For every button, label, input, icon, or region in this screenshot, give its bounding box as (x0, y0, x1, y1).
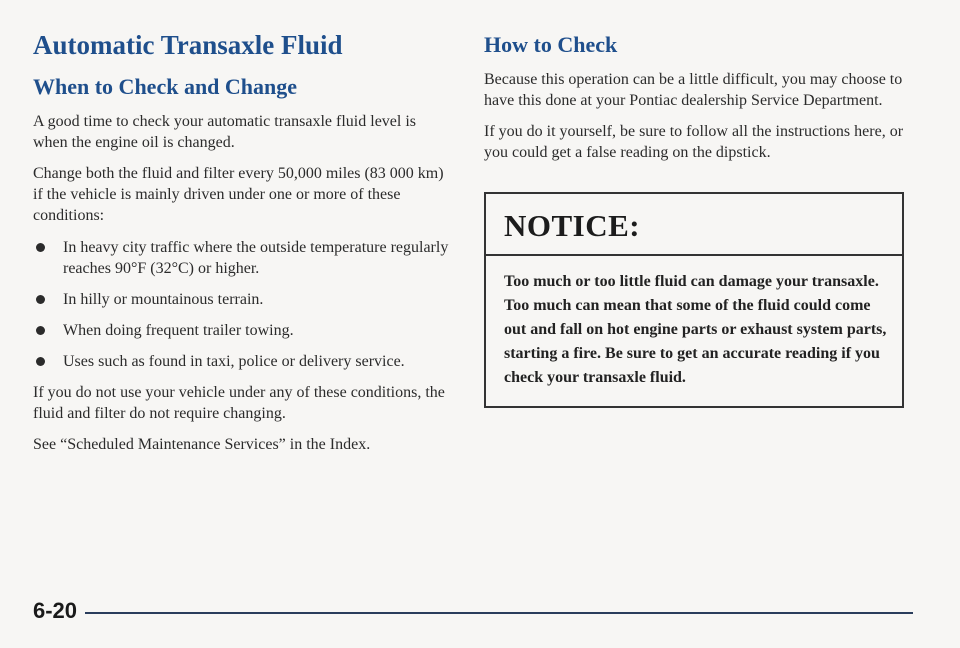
list-item (33, 351, 453, 372)
notice-title: NOTICE: (504, 208, 641, 244)
conditions-list (33, 237, 453, 372)
bullet-icon (36, 243, 45, 252)
left-column (33, 30, 453, 455)
paragraph-do-it-yourself: If you do it yourself, be sure to follow all the instructions here, or you could get a false reading on the dipstick. (484, 123, 904, 162)
subsection-title-when-to-check: When to Check and Change (33, 74, 298, 100)
notice-header (486, 194, 902, 256)
notice-body: Too much or too little fluid can damage your transaxle. Too much can mean that some of the fluid could come out and fall on hot engine parts or exhaust system parts, starting a fire. Be sure to get an accurate reading if you check your transaxle fluid. (504, 273, 887, 387)
page-footer (33, 599, 913, 623)
footer-rule (85, 612, 913, 614)
list-item (33, 237, 453, 279)
page-number: 6-20 (33, 598, 78, 623)
paragraph-dealer-service: Because this operation can be a little difficult, you may choose to have this done at your Pontiac dealership Service Department. (484, 71, 903, 110)
list-item-text: When doing frequent trailer towing. (63, 322, 294, 340)
bullet-icon (36, 326, 45, 335)
section-title: Automatic Transaxle Fluid (33, 30, 343, 60)
paragraph-see-index: See “Scheduled Maintenance Services” in the Index. (33, 436, 371, 454)
subsection-title-how-to-check: How to Check (484, 32, 618, 57)
paragraph-no-change-needed: If you do not use your vehicle under any of these conditions, the fluid and filter do not require changing. (33, 384, 445, 423)
notice-box (484, 192, 904, 408)
paragraph-change-interval: Change both the fluid and filter every 50,000 miles (83 000 km) if the vehicle is mainly driven under one or more of these conditions: (33, 165, 444, 225)
list-item-text: In hilly or mountainous terrain. (63, 291, 264, 309)
bullet-icon (36, 295, 45, 304)
bullet-icon (36, 357, 45, 366)
right-column (484, 30, 909, 408)
list-item (33, 320, 453, 341)
list-item (33, 289, 453, 310)
paragraph-check-timing: A good time to check your automatic transaxle fluid level is when the engine oil is changed. (33, 113, 417, 152)
list-item-text: Uses such as found in taxi, police or delivery service. (63, 353, 405, 371)
list-item-text: In heavy city traffic where the outside temperature regularly reaches 90°F (32°C) or higher. (63, 239, 449, 278)
